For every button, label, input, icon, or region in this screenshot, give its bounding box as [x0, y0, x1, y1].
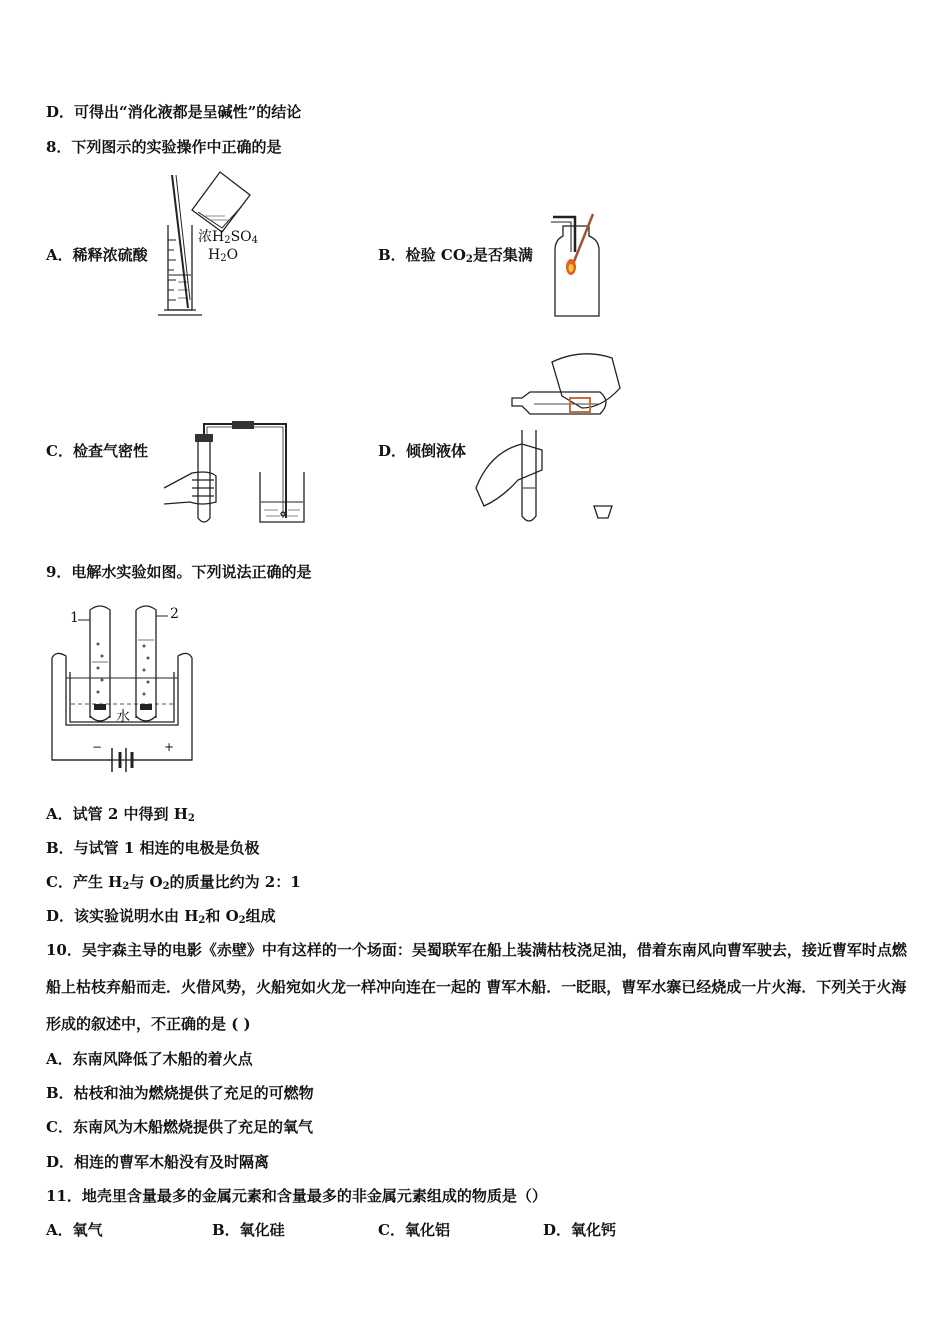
q11-option-c: C．氧化铝: [378, 1221, 450, 1239]
q8-stem: 8．下列图示的实验操作中正确的是: [46, 138, 282, 156]
q9-stem: 9．电解水实验如图。下列说法正确的是: [46, 563, 312, 581]
tube-2-label: 2: [170, 606, 179, 622]
water-label: 水: [116, 709, 130, 725]
figure-a-label-water: $H_2O$: [208, 247, 239, 264]
q10-option-d: D．相连的曹军木船没有及时隔离: [46, 1153, 270, 1171]
figure-dilute-sulfuric-acid: [150, 170, 280, 320]
q10-stem: 10．吴宇森主导的电影《赤壁》中有这样的一个场面：吴蜀联军在船上装满枯枝浇足油，借着东南风向曹军驶去，接近曹军时点燃船上枯枝弃船而走．火借风势，火船宛如火龙一样冲向连在一起的 曹军木船．一眨眼，曹军水寨已经烧成一片火海．下列关于火海形成的叙述中，不正确的是 ( ): [46, 941, 907, 1033]
plus-label: +: [164, 740, 175, 754]
figure-co2-test: [545, 212, 615, 322]
figure-pouring-liquid: [472, 348, 632, 530]
q11-option-d: D．氧化钙: [543, 1221, 617, 1239]
tube-1-label: 1: [70, 610, 79, 626]
q10-option-c: C．东南风为木船燃烧提供了充足的氧气: [46, 1118, 313, 1136]
q8-option-b: B．检验 $CO_2$是否集满: [378, 246, 533, 265]
q8-option-a: A．稀释浓硫酸: [46, 246, 148, 264]
q8-option-d: D．倾倒液体: [378, 442, 467, 460]
figure-electrolysis-water: [50, 600, 198, 782]
minus-label: −: [92, 740, 103, 754]
q7-option-d: D．可得出“消化液都是呈碱性”的结论: [46, 103, 302, 121]
q9-option-a: A．试管 2 中得到 $H_2$: [46, 805, 195, 824]
q11-option-b: B．氧化硅: [212, 1221, 285, 1239]
figure-airtightness-check: [162, 418, 312, 528]
q10-option-a: A．东南风降低了木船的着火点: [46, 1050, 253, 1068]
q9-option-b: B．与试管 1 相连的电极是负极: [46, 839, 260, 857]
q11-option-a: A．氧气: [46, 1221, 103, 1239]
figure-a-label-acid: 浓$H_2SO_4$: [198, 229, 259, 246]
q8-option-c: C．检查气密性: [46, 442, 148, 460]
q9-option-c: C．产生 $H_2$与 $O_2$的质量比约为 2：1: [46, 873, 301, 892]
q11-stem: 11．地壳里含量最多的金属元素和含量最多的非金属元素组成的物质是（）: [46, 1187, 547, 1205]
q9-option-d: D．该实验说明水由 $H_2$和 $O_2$组成: [46, 907, 276, 926]
q10-option-b: B．枯枝和油为燃烧提供了充足的可燃物: [46, 1084, 314, 1102]
